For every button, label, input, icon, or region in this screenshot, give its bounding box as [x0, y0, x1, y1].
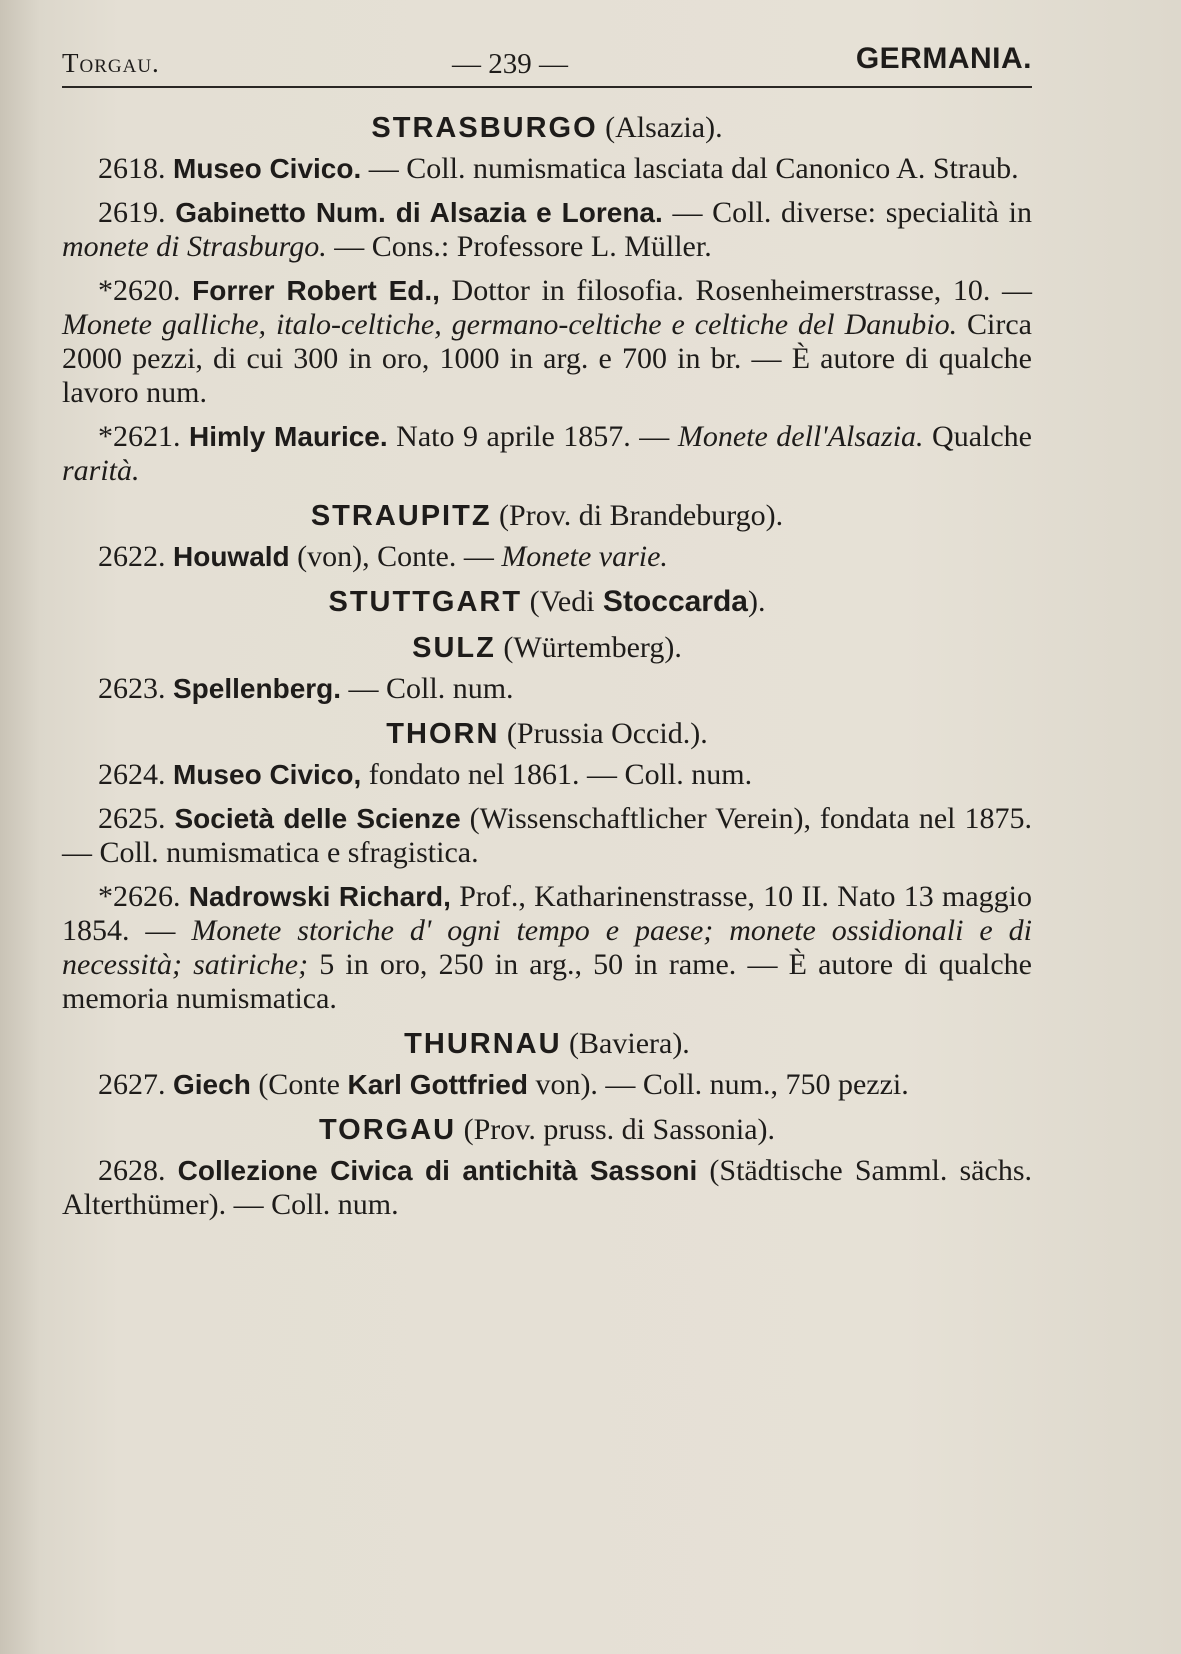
- entry-number: 2628.: [98, 1154, 178, 1187]
- entry-text: fondato nel 1861. — Coll. num.: [361, 758, 753, 791]
- entry-italic: Monete galliche, italo-celtiche, germano-celtiche e celtiche del Danubio.: [62, 308, 958, 341]
- heading-sub: (Baviera).: [561, 1027, 690, 1060]
- section-heading: [62, 498, 1032, 534]
- entry-italic: monete di Strasburgo.: [62, 230, 327, 263]
- entry-text: (von), Conte. —: [289, 540, 502, 573]
- section-heading: [62, 716, 1032, 752]
- entry-name: Houwald: [173, 541, 290, 572]
- entry-text: — Cons.: Professore L. Müller.: [326, 230, 712, 263]
- entry-2624: [62, 758, 1032, 792]
- entry-number: 2625.: [98, 802, 175, 835]
- entry-text: von). — Coll. num., 750 pezzi.: [527, 1068, 909, 1101]
- entry-2622: [62, 540, 1032, 574]
- entry-name: Himly Maurice.: [189, 421, 388, 452]
- section-heading: [62, 1026, 1032, 1062]
- entry-name: Collezione Civica di antichità Sassoni: [177, 1155, 698, 1186]
- entry-number: 2624.: [98, 758, 173, 791]
- page-number: — 239 —: [452, 48, 568, 80]
- entry-2623: [62, 672, 1032, 706]
- entry-name-bold: Karl Gottfried: [347, 1069, 528, 1100]
- entry-italic: Monete storiche d' ogni tempo e paese; monete ossidionali e di necessità; satiriche;: [62, 914, 1032, 981]
- section-heading: [62, 110, 1032, 146]
- section-heading: [62, 630, 1032, 666]
- entry-name: Gabinetto Num. di Alsazia e Lorena.: [175, 197, 663, 228]
- heading-place: STRAUPITZ: [310, 500, 492, 532]
- running-head: [62, 40, 1032, 88]
- entry-name: Museo Civico.: [173, 153, 362, 184]
- entry-text: — Coll. num.: [341, 672, 514, 705]
- entry-number: 2627.: [98, 1068, 173, 1101]
- entry-text: 5 in oro, 250 in arg., 50 in rame. — È autore di qualche memoria numismatica.: [62, 948, 1032, 1015]
- entry-name: Museo Civico,: [173, 759, 362, 790]
- heading-sub: (Würtemberg).: [495, 631, 682, 664]
- entry-number: 2618.: [98, 152, 173, 185]
- entry-name: Società delle Scienze: [174, 803, 461, 834]
- heading-sub: (Prov. pruss. di Sassonia).: [456, 1113, 776, 1146]
- entry-2628: [62, 1154, 1032, 1222]
- heading-sub-bold: Stoccarda: [594, 585, 748, 618]
- entry-number: *2626.: [98, 880, 189, 913]
- entry-2621: [62, 420, 1032, 488]
- heading-sub: (Prussia Occid.).: [499, 717, 708, 750]
- entry-text: Dottor in filosofia. Rosenheimerstrasse, 10. —: [439, 274, 1032, 307]
- entry-italic: rarità.: [62, 454, 140, 487]
- heading-sub: (: [522, 585, 540, 618]
- book-page: [62, 40, 1032, 1232]
- heading-place: THORN: [386, 718, 500, 750]
- heading-sub: (Alsazia).: [597, 111, 723, 144]
- page-content: [62, 110, 1032, 1222]
- running-head-right: GERMANIA.: [855, 42, 1032, 75]
- entry-2619: [62, 196, 1032, 264]
- entry-2627: [62, 1068, 1032, 1102]
- section-heading: [62, 584, 1032, 620]
- entry-number: *2620.: [98, 274, 193, 307]
- heading-place: SULZ: [412, 632, 496, 664]
- entry-text: (Conte: [250, 1068, 348, 1101]
- entry-text: (Wissenschaftlicher Verein), fondata nel 1875. — Coll. numismatica e sfragistica.: [62, 802, 1032, 869]
- entry-number: *2621.: [98, 420, 190, 453]
- entry-name: Giech: [173, 1069, 251, 1100]
- entry-text: Nato 9 aprile 1857. —: [387, 420, 678, 453]
- entry-name: Nadrowski Richard,: [188, 881, 451, 912]
- heading-place: STRASBURGO: [371, 112, 598, 144]
- heading-sub-end: ).: [748, 585, 766, 618]
- entry-2618: [62, 152, 1032, 186]
- entry-text: (Städtische Samml. sächs. Alterthümer). — Coll. num.: [62, 1154, 1032, 1221]
- entry-italic: Monete varie.: [501, 540, 668, 573]
- entry-number: 2623.: [98, 672, 173, 705]
- section-heading: [62, 1112, 1032, 1148]
- entry-text: Qualche: [923, 420, 1033, 453]
- heading-place: STUTTGART: [328, 586, 523, 618]
- entry-number: 2619.: [98, 196, 176, 229]
- entry-italic: Monete dell'Alsazia.: [677, 420, 924, 453]
- entry-2620: [62, 274, 1032, 410]
- running-head-left: Torgau.: [62, 48, 160, 78]
- entry-2626: [62, 880, 1032, 1016]
- entry-text: Prof., Katharinenstrasse, 10 II. Nato 13 maggio 1854. —: [62, 880, 1032, 947]
- heading-sub-italic: Vedi: [539, 585, 595, 618]
- entry-2625: [62, 802, 1032, 870]
- entry-name: Spellenberg.: [173, 673, 342, 704]
- heading-place: THURNAU: [404, 1028, 562, 1060]
- entry-name: Forrer Robert Ed.,: [192, 275, 440, 306]
- entry-text: — Coll. diverse: specialità in: [662, 196, 1033, 229]
- heading-sub: (Prov. di Brandeburgo).: [491, 499, 784, 532]
- entry-text: Circa 2000 pezzi, di cui 300 in oro, 1000 in arg. e 700 in br. — È autore di qualche lavoro num.: [62, 308, 1033, 409]
- entry-text: — Coll. numismatica lasciata dal Canonico A. Straub.: [361, 152, 1019, 185]
- entry-number: 2622.: [98, 540, 173, 573]
- heading-place: TORGAU: [318, 1114, 457, 1146]
